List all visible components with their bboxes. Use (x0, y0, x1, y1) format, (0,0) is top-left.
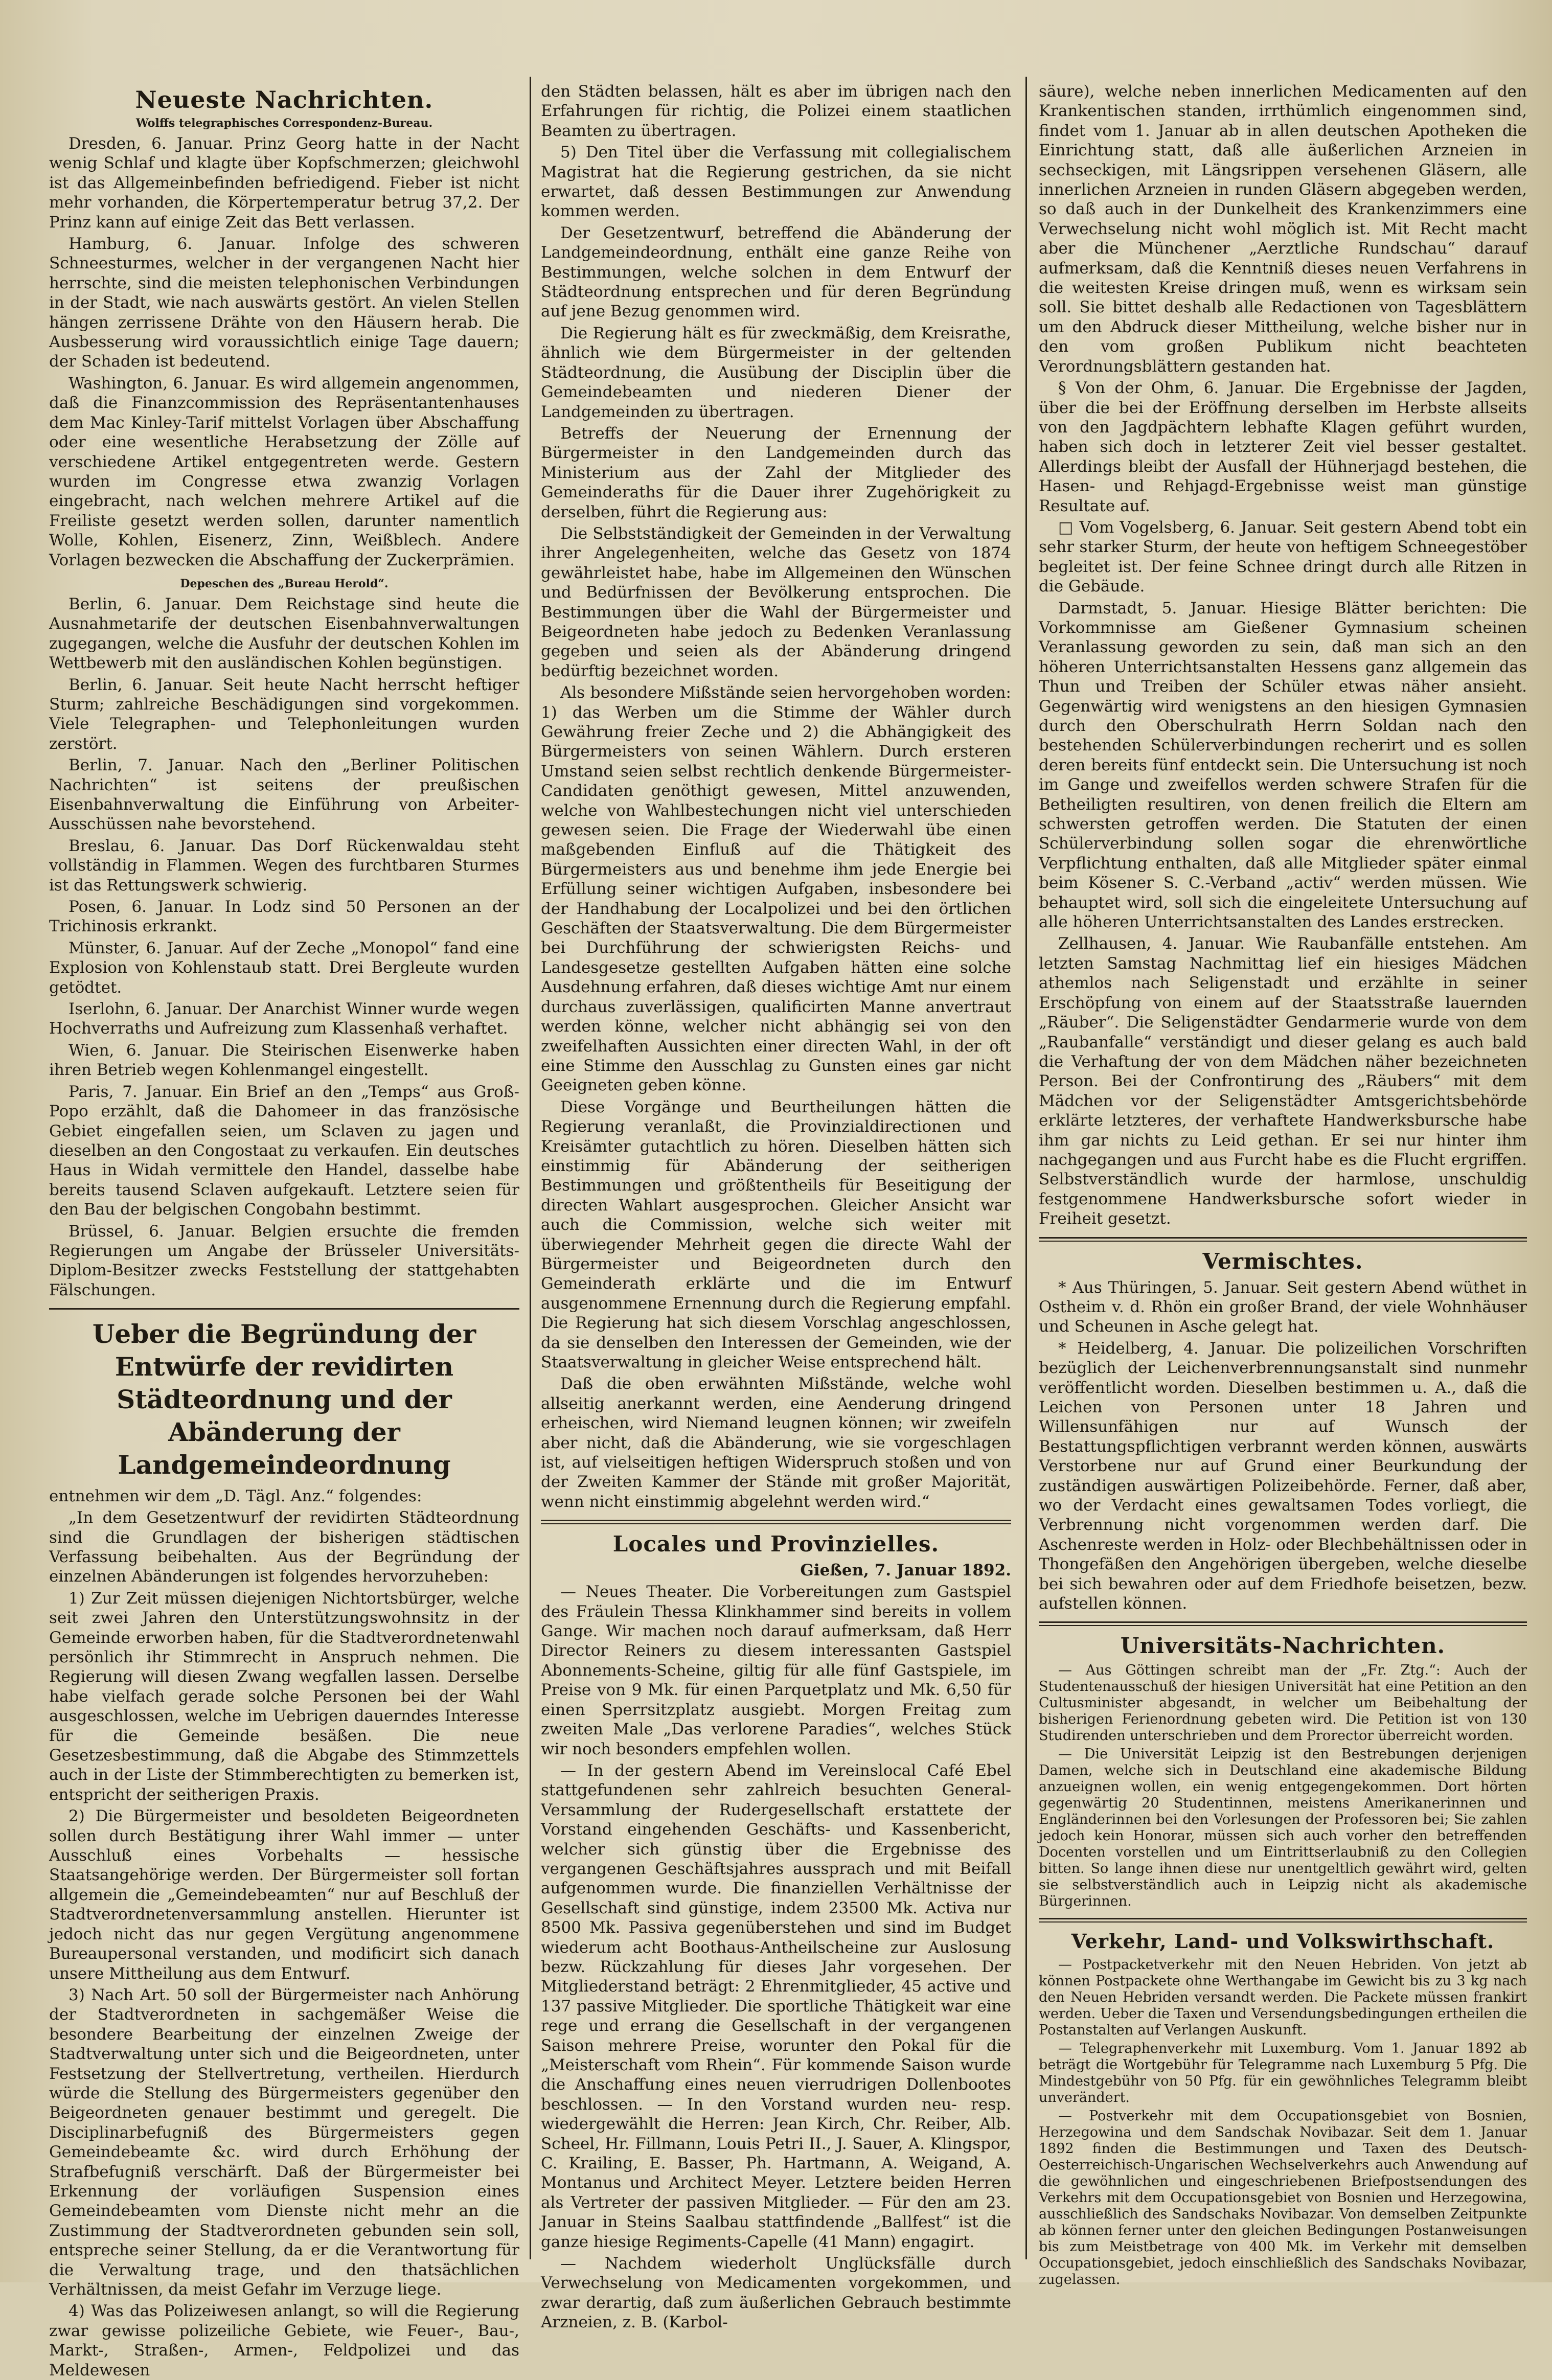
article-paragraph: Dresden, 6. Januar. Prinz Georg hatte in der Nacht wenig Schlaf und klagte über Kopfschmerzen; gleichwohl ist das Allgemeinbefinden befriedigend. Fieber ist nicht mehr vorhanden, die Körpertemperatur betrug 37,2. Der Prinz kann auf einige Zeit das Bett verlassen. (49, 134, 519, 232)
section-divider (1039, 1237, 1527, 1242)
article-intro: entnehmen wir dem „D. Tägl. Anz.“ folgendes: (49, 1487, 422, 1506)
article-paragraph: 2) Die Bürgermeister und besoldeten Beigeordneten sollen durch Bestätigung ihrer Wahl immer — unter Ausschluß eines Vorbehalts — hessische Staatsangehörige werden. Der Bürgermeister soll fortan allgemein die „Gemeindebeamten“ nur auf Beschluß der Stadtverordnetenversammlung anstellen. Hierunter ist jedoch nicht das nur gegen Vergütung angenommene Bureaupersonal verstanden, und modificirt sich danach unsere Mittheilung aus dem Entwurf. (49, 1807, 519, 1983)
dateline: Gießen, 7. Januar 1892. (800, 1561, 1011, 1580)
article-paragraph: — In der gestern Abend im Vereinslocal Café Ebel stattgefundenen sehr zahlreich besuchten General-Versammlung der Rudergesellschaft erstattete der Vorstand eingehenden Geschäfts- und Kassenbericht, welcher sich günstig über die Ergebnisse des vergangenen Geschäftsjahres aussprach und mit Beifall aufgenommen wurde. Die finanziellen Verhältnisse der Gesellschaft sind günstige, indem 23500 Mk. Activa nur 8500 Mk. Passiva gegenüberstehen und sind im Budget wiederum acht Boothaus-Antheilscheine zur Auslosung bezw. Rückzahlung für dieses Jahr vorgesehen. Der Mitgliederstand beträgt: 2 Ehrenmitglieder, 45 active und 137 passive Mitglieder. Die sportliche Thätigkeit war eine rege und errang die Gesellschaft in der vergangenen Saison mehrere Preise, worunter den Pokal für die „Meisterschaft vom Rhein“. Für kommende Saison wurde die Anschaffung eines neuen vierrudrigen Dollenbootes beschlossen. — In den Vorstand wurden neu- resp. wiedergewählt die Herren: Jean Kirch, Chr. Reiber, Alb. Scheel, Hr. Fillmann, Louis Petri II., J. Sauer, A. Klingspor, C. Krailing, E. Basser, Ph. Hartmann, A. Weigand, A. Montanus und Architect Meyer. Letztere beiden Herren als Vertreter der passiven Mitglieder. — Für den am 23. Januar in Steins Saalbau stattfindende „Ballfest“ ist die ganze hiesige Regiments-Capelle (41 Mann) engagirt. (541, 1761, 1011, 2251)
article-paragraph: — Telegraphenverkehr mit Luxemburg. Vom 1. Januar 1892 ab beträgt die Wortgebühr für Telegramme nach Luxemburg 5 Pfg. Die Mindestgebühr von 50 Pfg. für ein gewöhnliches Telegramm bleibt unverändert. (1039, 2041, 1527, 2106)
article-paragraph: — Postverkehr mit dem Occupationsgebiet von Bosnien, Herzegowina und dem Sandschak Novibazar. Seit dem 1. Januar 1892 finden die Bestimmungen und Taxen des Deutsch-Oesterreichisch-Ungarischen Wechselverkehrs auch Anwendung auf die gewöhnlichen und eingeschriebenen Briefpostsendungen des Verkehrs mit dem Occupationsgebiet von Bosnien und Herzegowina, ausschließlich des Sandschaks Novibazar. Von demselben Zeitpunkte ab können ferner unter den gleichen Bedingungen Postanweisungen bis zum Meistbetrage von 400 Mk. im Verkehr mit demselben Occupationsgebiet, jedoch einschließlich des Sandschaks Novibazar, zugelassen. (1039, 2108, 1527, 2288)
article-paragraph: Die Regierung hält es für zweckmäßig, dem Kreisrathe, ähnlich wie dem Bürgermeister in der geltenden Städteordnung, die Ausübung der Disciplin über die Gemeindebeamten und niederen Diener der Landgemeinden zu übertragen. (541, 324, 1011, 421)
article-paragraph: — Die Universität Leipzig ist den Bestrebungen derjenigen Damen, welche sich in Deutschland eine akademische Bildung anzueignen wollen, ein wenig entgegengekommen. Dort hörten gegenwärtig 20 Studentinnen, meistens Amerikanerinnen und Engländerinnen bei den Vorlesungen der Professoren bei; Sie zahlen jedoch kein Honorar, müssen sich auch vorher den betreffenden Docenten vorstellen und um Eintrittserlaubniß zu den Collegien bitten. So lange ihnen diese nur unentgeltlich gewährt wird, gelten sie selbstverständlich auch in Leipzig nicht als akademische Bürgerinnen. (1039, 1746, 1527, 1910)
article-paragraph: Wien, 6. Januar. Die Steirischen Eisenwerke haben ihren Betrieb wegen Kohlenmangel eingestellt. (49, 1041, 519, 1080)
article-paragraph: Hamburg, 6. Januar. Infolge des schweren Schneesturmes, welcher in der vergangenen Nacht hier herrschte, sind die meisten telephonischen Verbindungen in der Stadt, wie nach auswärts gestört. An vielen Stellen hängen zerrissene Drähte von den Häusern herab. Die Ausbesserung wird voraussichtlich einige Tage dauern; der Schaden ist bedeutend. (49, 235, 519, 371)
article-paragraph: 4) Was das Polizeiwesen anlangt, so will die Regierung zwar gewisse polizeiliche Gebiete, wie Feuer-, Bau-, Markt-, Straßen-, Armen-, Feldpolizei und das Meldewesen (49, 2302, 519, 2379)
article-paragraph: Als besondere Mißstände seien hervorgehoben worden: 1) das Werben um die Stimme der Wähler durch Gewährung freier Zeche und 2) die Abhängigkeit des Bürgermeisters von seinen Wählern. Durch ersteren Umstand seien selbst rechtlich denkende Bürgermeister-Candidaten genöthigt gewesen, Mittel anzuwenden, welche von Wahlbestechungen nicht viel unterschieden gewesen seien. Die Frage der Wiederwahl übe einen maßgebenden Einfluß auf die Thätigkeit des Bürgermeisters aus und benehme ihm jede Energie bei Erfüllung seiner wichtigen Aufgaben, insbesondere bei der Handhabung der Localpolizei und bei den örtlichen Geschäften der Staatsverwaltung. Die dem Bürgermeister bei Durchführung der schwierigsten Reichs- und Landesgesetze gestellten Aufgaben hätten eine solche Ausdehnung erfahren, daß dieses wichtige Amt nur einem durchaus zuverlässigen, qualificirten Manne anvertraut werden könne, welcher nicht abhängig sei von den zweifelhaften Aussichten einer directen Wahl, in der oft eine Stimme den Ausschlag zu Gunsten eines gar nicht Geeigneten geben könne. (541, 683, 1011, 1095)
article-paragraph: * Aus Thüringen, 5. Januar. Seit gestern Abend wüthet in Ostheim v. d. Rhön ein großer Brand, der viele Wohnhäuser und Scheunen in Asche gelegt hat. (1039, 1278, 1527, 1336)
article-paragraph: § Von der Ohm, 6. Januar. Die Ergebnisse der Jagden, über die bei der Eröffnung derselben im Herbste allseits von den Jagdpächtern lebhafte Klagen geführt wurden, haben sich doch in letzterer Zeit viel besser gestaltet. Allerdings bleibt der Ausfall der Hühnerjagd bestehen, die Hasen- und Rehjagd-Ergebnisse weist man günstige Resultate auf. (1039, 379, 1527, 515)
article-paragraph: — Postpacketverkehr mit den Neuen Hebriden. Von jetzt ab können Postpackete ohne Werthangabe im Gewicht bis zu 3 kg nach den Neuen Hebriden versandt werden. Die Packete müssen frankirt werden. Ueber die Taxen und Versendungsbedingungen ertheilen die Postanstalten auf Verlangen Auskunft. (1039, 1957, 1527, 2039)
section-divider (1039, 1918, 1527, 1923)
article-paragraph: Iserlohn, 6. Januar. Der Anarchist Winner wurde wegen Hochverraths und Aufreizung zum Klassenhaß verhaftet. (49, 1000, 519, 1038)
article-paragraph: säure), welche neben innerlichen Medicamenten auf den Krankentischen standen, irrthümlich eingenommen sind, findet vom 1. Januar ab in allen deutschen Apotheken die Einrichtung statt, daß alle äußerlichen Arzneien in sechseckigen, mit Längsrippen versehenen Gläsern, alle innerlichen Arzneien in runden Gläsern abgegeben werden, so daß auch in der Dunkelheit des Krankenzimmers eine Verwechselung nicht wohl möglich ist. Mit Recht macht aber die Münchener „Aerztliche Rundschau“ darauf aufmerksam, daß die Kenntniß dieses neuen Verfahrens in die weitesten Kreise dringen muß, wenn es wirksam sein soll. Sie bittet deshalb alle Redactionen von Tagesblättern um den Abdruck dieser Mittheilung, welche bisher nur in den vom großen Publikum nicht beachteten Verordnungsblättern gestanden hat. (1039, 82, 1527, 376)
article-paragraph: Daß die oben erwähnten Mißstände, welche wohl allseitig anerkannt werden, eine Aenderung dringend erheischen, wird Niemand leugnen können; wir zweifeln aber nicht, daß die Abänderung, wie sie vorgeschlagen ist, auf vielseitigen heftigen Widerspruch stoßen und von der Zweiten Kammer der Stände mit großer Majorität, wenn nicht einstimmig abgelehnt werden wird.“ (541, 1375, 1011, 1511)
article-paragraph: Berlin, 6. Januar. Dem Reichstage sind heute die Ausnahmetarife der deutschen Eisenbahnverwaltungen zugegangen, welche die Ausfuhr der deutschen Kohlen im Wettbewerb mit den ausländischen Kohlen begünstigen. (49, 594, 519, 673)
article-paragraph: Zellhausen, 4. Januar. Wie Raubanfälle entstehen. Am letzten Samstag Nachmittag lief ein hiesiges Mädchen athemlos nach Seligenstadt und erzählte in seiner Erschöpfung von einem auf der Staatsstraße lauernden „Räuber“. Die Seligenstädter Gendarmerie wurde von dem „Raubanfalle“ verständigt und dieser gelang es auch bald die Verhaftung der von dem Mädchen näher bezeichneten Person. Bei der Confrontirung des „Räubers“ mit dem Mädchen vor der Seligenstädter Amtsgerichtsbehörde erklärte letzteres, der verhaftete Handwerksbursche habe ihm gar nichts zu Leid gethan. Er sei nur hinter ihm nachgegangen und aus Furcht habe es die Flucht ergriffen. Selbstverständlich wurde der harmlose, unschuldig festgenommene Handwerksbursche sofort wieder in Freiheit gesetzt. (1039, 934, 1527, 1228)
article-paragraph: Die Selbstständigkeit der Gemeinden in der Verwaltung ihrer Angelegenheiten, welche das Gesetz von 1874 gewährleistet habe, habe im Allgemeinen den Wünschen und Bedürfnissen der Bevölkerung entsprochen. Die Bestimmungen über die Wahl der Bürgermeister und Beigeordneten habe jedoch zu Bedenken Veranlassung gegeben und seien als der Abänderung dringend bedürftig bezeichnet worden. (541, 524, 1011, 680)
article-paragraph: — Aus Göttingen schreibt man der „Fr. Ztg.“: Auch der Studentenausschuß der hiesigen Universität hat eine Petition an den Cultusminister abgesandt, in welcher um Beibehaltung der bisherigen Ferienordnung gebeten wird. Die Petition ist von 130 Studirenden unterschrieben und dem Prorector überreicht worden. (1039, 1662, 1527, 1744)
article-paragraph: Darmstadt, 5. Januar. Hiesige Blätter berichten: Die Vorkommnisse am Gießener Gymnasium scheinen Veranlassung geworden zu sein, daß man sich an den höheren Unterrichtsanstalten Hessens ganz allgemein das Thun und Treiben der Schüler etwas näher ansieht. Gegenwärtig wird wenigstens an den hiesigen Gymnasien durch den Oberschulrath Herrn Soldan nach den bestehenden Schülerverbindungen recherirt und es sollen deren bereits fünf entdeckt sein. Die Untersuchung ist noch im Gange und zweifellos werden schwere Strafen für die Betheiligten resultiren, von denen freilich die Eltern am schwersten getroffen werden. Die Statuten der einen Schülerverbindung sollen sogar die ehrenwörtliche Verpflichtung enthalten, daß alle Mitglieder später einmal beim Kösener S. C.-Verband „activ“ werden müssen. Wie behauptet wird, soll sich die eingeleitete Untersuchung auf alle höheren Unterrichtsanstalten des Landes erstrecken. (1039, 599, 1527, 932)
section-heading-latest-news: Neueste Nachrichten. (135, 86, 433, 113)
article-paragraph: — Neues Theater. Die Vorbereitungen zum Gastspiel des Fräulein Thessa Klinkhammer sind bereits in vollem Gange. Wir machen noch darauf aufmerksam, daß Herr Director Reiners zu diesem interessanten Gastspiel Abonnements-Scheine, giltig für alle fünf Gastspiele, im Preise von 9 Mk. für einen Parquetplatz und Mk. 6,50 für einen Sperrsitzplatz ausgiebt. Morgen Freitag zum zweiten Male „Das verlorene Paradies“, welches Stück wir noch besonders empfehlen wollen. (541, 1583, 1011, 1758)
article-paragraph: — Nachdem wiederholt Unglücksfälle durch Verwechselung von Medicamenten vorgekommen, und zwar derartig, daß zum äußerlichen Gebrauch bestimmte Arzneien, z. B. (Karbol- (541, 2254, 1011, 2332)
column-1 (49, 82, 519, 2379)
column-rule-2 (1025, 77, 1027, 2259)
article-paragraph: Paris, 7. Januar. Ein Brief an den „Temps“ aus Groß-Popo erzählt, daß die Dahomeer in das französische Gebiet eingefallen seien, um Sclaven zu jagen und dieselben an den Congostaat zu verkaufen. Ein deutsches Haus in Widah vermittele den Handel, dasselbe habe bereits tausend Sclaven aufgekauft. Letztere seien für den Bau der belgischen Congobahn bestimmt. (49, 1082, 519, 1219)
article-paragraph: Washington, 6. Januar. Es wird allgemein angenommen, daß die Finanzcommission des Repräsentantenhauses dem Mac Kinley-Tarif mittelst Vorlagen über Abschaffung oder eine wesentliche Herabsetzung der Zölle auf verschiedene Artikel entgegentreten werde. Gestern wurden im Congresse etwa zwanzig Vorlagen eingebracht, nach welchen mehrere Artikel auf die Freiliste gesetzt werden sollen, darunter namentlich Wolle, Kohlen, Eisenerz, Zinn, Weißblech. Andere Vorlagen bezwecken die Abschaffung der Zuckerprämien. (49, 374, 519, 569)
article-paragraph: den Städten belassen, hält es aber im übrigen nach den Erfahrungen für richtig, die Polizei einem staatlichen Beamten zu übertragen. (541, 82, 1011, 140)
section-heading-university-news: Universitäts-Nachrichten. (1120, 1633, 1446, 1659)
faded-masthead (49, 31, 1526, 66)
column-3 (1039, 82, 1527, 2288)
article-paragraph: 5) Den Titel über die Verfassung mit collegialischem Magistrat hat die Regierung gestrichen, da sie nicht erwartet, daß dessen Bestimmungen zur Anwendung kommen werden. (541, 143, 1011, 221)
article-headline-staedteordnung: Ueber die Begründung der Entwürfe der revidirten Städteordnung und der Abänderung der Landgemeindeordnung (92, 1319, 476, 1480)
article-paragraph: „In dem Gesetzentwurf der revidirten Städteordnung sind die Grundlagen der bisherigen städtischen Verfassung beibehalten. Aus der Begründung der einzelnen Abänderungen ist folgendes hervorzuheben: (49, 1508, 519, 1586)
article-paragraph: 3) Nach Art. 50 soll der Bürgermeister nach Anhörung der Stadtverordneten in sachgemäßer Weise die besondere Bearbeitung der einzelnen Zweige der Stadtverwaltung unter sich und die Beigeordneten, unter Festsetzung der Stellvertretung, vertheilen. Hierdurch würde die Stellung des Bürgermeisters gegenüber den Beigeordneten genauer bestimmt und geregelt. Die Disciplinarbefugniß des Bürgermeisters gegen Gemeindebeamte &c. wird durch Erhöhung der Strafbefugniß verschärft. Daß der Bürgermeister bei Erkennung der vorläufigen Suspension eines Gemeindebeamten vom Dienste nicht mehr an die Zustimmung der Stadtverordneten gebunden sein soll, entspreche seiner Stellung, da er die Verantwortung für die Verwaltung trage, und den thatsächlichen Verhältnissen, da meist Gefahr im Verzuge liege. (49, 1985, 519, 2299)
article-paragraph: Münster, 6. Januar. Auf der Zeche „Monopol“ fand eine Explosion von Kohlenstaub statt. Drei Bergleute wurden getödtet. (49, 939, 519, 997)
section-heading-local-news: Locales und Provinzielles. (612, 1531, 940, 1557)
article-paragraph: □ Vom Vogelsberg, 6. Januar. Seit gestern Abend tobt ein sehr starker Sturm, der heute von heftigem Schneegestöber begleitet ist. Der feine Schnee dringt durch alle Ritzen in die Gebäude. (1039, 518, 1527, 596)
article-paragraph: Brüssel, 6. Januar. Belgien ersuchte die fremden Regierungen um Angabe der Brüsseler Universitäts-Diplom-Besitzer zwecks Feststellung der stattgehabten Fälschungen. (49, 1222, 519, 1299)
section-divider (1039, 1621, 1527, 1626)
section-divider (541, 1520, 1011, 1524)
column-2 (541, 82, 1011, 2332)
section-subheading-herold: Depeschen des „Bureau Herold“. (180, 577, 389, 590)
article-paragraph: 1) Zur Zeit müssen diejenigen Nichtortsbürger, welche seit zwei Jahren den Unterstützungswohnsitz in der Gemeinde erworben haben, für die Stadtverordnetenwahl persönlich ihr Stimmrecht in Anspruch nehmen. Die Regierung will diesen Zwang wegfallen lassen. Derselbe habe vielfach gerade solche Personen bei der Wahl ausgeschlossen, welche im Uebrigen dauerndes Interesse für die Gemeinde besäßen. Die neue Gesetzesbestimmung, daß die Abgabe des Stimmzettels auch in der Liste der Stimmberechtigten zu bemerken ist, entspricht der seitherigen Praxis. (49, 1589, 519, 1804)
section-heading-traffic-economy: Verkehr, Land- und Volkswirthschaft. (1071, 1930, 1495, 1953)
article-paragraph: Breslau, 6. Januar. Das Dorf Rückenwaldau steht vollständig in Flammen. Wegen des furchtbaren Sturmes ist das Rettungswerk schwierig. (49, 836, 519, 895)
section-divider (49, 1308, 519, 1310)
article-paragraph: Posen, 6. Januar. In Lodz sind 50 Personen an der Trichinosis erkrankt. (49, 898, 519, 936)
article-paragraph: Berlin, 6. Januar. Seit heute Nacht herrscht heftiger Sturm; zahlreiche Beschädigungen sind vorgekommen. Viele Telegraphen- und Telephonleitungen wurden zerstört. (49, 675, 519, 753)
article-paragraph: * Heidelberg, 4. Januar. Die polizeilichen Vorschriften bezüglich der Leichenverbrennungsanstalt sind nunmehr veröffentlicht worden. Dieselben bestimmen u. A., daß die Leichen von Personen unter 18 Jahren und Willensunfähigen nur auf Wunsch der Bestattungspflichtigen verbrannt werden können, auswärts Verstorbene nur auf Grund einer Beurkundung der zuständigen auswärtigen Polizeibehörde. Ferner, daß aber, wo der Verdacht eines gewaltsamen Todes vorliegt, die Verbrennung nicht vorgenommen werden darf. Die Aschenreste werden in Holz- oder Blechbehältnissen oder in Thongefäßen den Angehörigen übergeben, welche dieselbe bei sich bewahren oder auf dem Friedhofe beisetzen, bezw. aufstellen können. (1039, 1339, 1527, 1613)
section-heading-miscellaneous: Vermischtes. (1202, 1248, 1363, 1274)
article-paragraph: Diese Vorgänge und Beurtheilungen hätten die Regierung veranlaßt, die Provinzialdirectionen und Kreisämter gutachtlich zu hören. Dieselben hätten sich einstimmig für Abänderung der seitherigen Bestimmungen und größtentheils für Beseitigung der directen Wahlart ausgesprochen. Gleicher Ansicht war auch die Commission, welche sich weiter mit überwiegender Mehrheit gegen die directe Wahl der Bürgermeister und Beigeordneten durch den Gemeinderath erklärte und die im Entwurf ausgenommene Ernennung durch die Regierung empfahl. Die Regierung hat sich diesem Vorschlag angeschlossen, da sie denselben den Interessen der Gemeinden, wie der Staatsverwaltung in gleicher Weise entsprechend hält. (541, 1097, 1011, 1371)
article-paragraph: Betreffs der Neuerung der Ernennung der Bürgermeister in den Landgemeinden durch das Ministerium aus der Zahl der Mitglieder des Gemeinderaths für die Dauer ihrer Zugehörigkeit zu derselben, führt die Regierung aus: (541, 424, 1011, 521)
article-paragraph: Berlin, 7. Januar. Nach den „Berliner Politischen Nachrichten“ ist seitens der preußischen Eisenbahnverwaltung die Einführung von Arbeiter-Ausschüssen nahe bevorstehend. (49, 756, 519, 834)
section-subheading-wolff: Wolffs telegraphisches Correspondenz-Bureau. (135, 117, 433, 130)
column-rule-1 (530, 77, 531, 2259)
article-paragraph: Der Gesetzentwurf, betreffend die Abänderung der Landgemeindeordnung, enthält eine ganze Reihe von Bestimmungen, welche solchen in dem Entwurf der Städteordnung entsprechen und für deren Begründung auf jene Bezug genommen wird. (541, 223, 1011, 321)
